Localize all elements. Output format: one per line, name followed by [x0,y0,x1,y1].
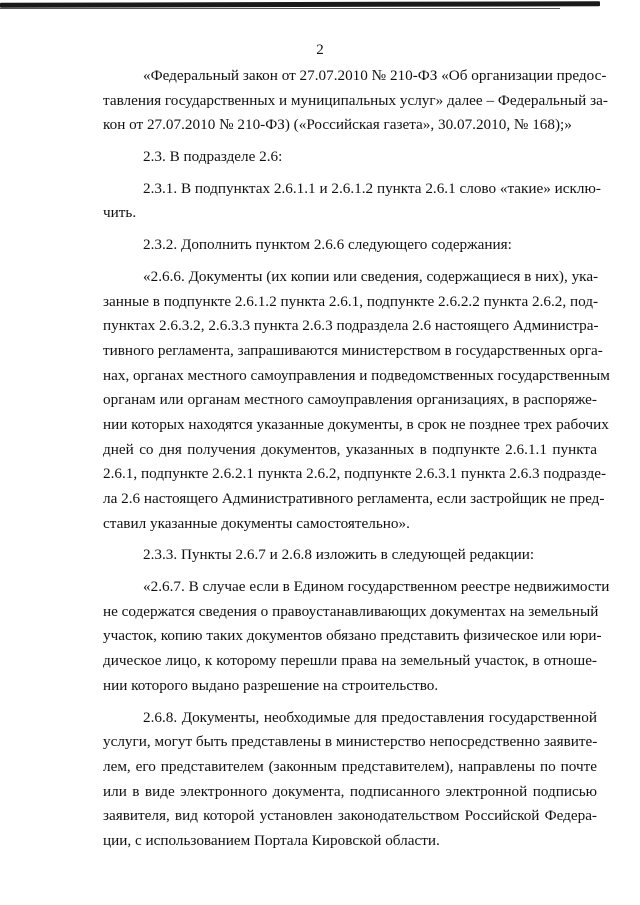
text-line: ла 2.6 настоящего Административного регламента, если застройщик не пред- [103,490,605,507]
scan-edge-line [0,8,560,9]
text-line: участок, копию таких документов обязано представить физическое или юри- [103,627,602,645]
text-line: или в виде электронного документа, подписанного электронной подписью [103,782,597,800]
text-line: 2.3.2. Дополнить пунктом 2.6.6 следующего содержания: [143,236,512,254]
paragraph-2-6-8 [103,706,597,854]
text-line: ции, с использованием Портала Кировской области. [103,831,440,849]
text-line: кон от 27.07.2010 № 210-ФЗ) («Российская газета», 30.07.2010, № 168);» [103,116,572,134]
text-line: 2.3. В подразделе 2.6: [143,148,283,166]
text-line: «2.6.7. В случае если в Едином государственном реестре недвижимости [143,578,610,596]
text-line: 2.3.1. В подпунктах 2.6.1.1 и 2.6.1.2 пункта 2.6.1 слово «такие» исклю- [143,179,601,197]
text-line: лем, его представителем (законным представителем), направлены по почте [103,757,597,775]
text-line: нии которых находятся указанные документы, в срок не позднее трех рабочих [103,415,609,433]
text-line: «Федеральный закон от 27.07.2010 № 210-ФЗ «Об организации предос- [143,67,607,84]
text-line: нии которого выдано разрешение на строительство. [103,676,439,694]
text-line: услуги, могут быть представлены в министерство непосредственно заявите- [103,733,598,751]
paragraph-2-3-1 [103,177,601,226]
text-line: нах, органах местного самоуправления и подведомственных государственным [103,366,610,384]
text-line: чить. [103,204,137,222]
paragraph-2-3 [103,145,597,170]
text-line: не содержатся сведения о правоустанавливающих документах на земельный [103,602,599,620]
paragraph-2-6-6 [103,265,610,537]
text-line: тивного регламента, запрашиваются министерством в государственных орга- [103,341,603,359]
paragraph-2-3-2 [103,233,597,258]
page-number: 2 [316,42,324,58]
text-line: заявителя, вид которой установлен законодательством Российской Федера- [103,807,597,825]
text-line: тавления государственных и муниципальных услуг» далее – Федеральный за- [103,91,608,109]
scan-edge-bar [0,1,600,8]
text-line: дней со дня получения документов, указанных в подпункте 2.6.1.1 пункта [103,440,597,458]
paragraph-quote-law [103,64,608,138]
text-line: 2.6.1, подпункте 2.6.2.1 пункта 2.6.2, подпункте 2.6.3.1 пункта 2.6.3 подразде- [103,465,607,483]
text-line: ставил указанные документы самостоятельно». [103,514,410,532]
text-line: органам или органам местного самоуправления организациях, в распоряже- [103,391,597,409]
text-line: занные в подпункте 2.6.1.2 пункта 2.6.1, подпункте 2.6.2.2 пункта 2.6.2, под- [103,292,599,310]
document-body [103,64,610,854]
text-line: пунктах 2.6.3.2, 2.6.3.3 пункта 2.6.3 подраздела 2.6 настоящего Администра- [103,317,599,335]
paragraph-2-3-3 [103,543,597,568]
text-line: 2.6.8. Документы, необходимые для предоставления государственной [143,708,597,726]
paragraph-2-6-7 [103,575,610,698]
text-line: 2.3.3. Пункты 2.6.7 и 2.6.8 изложить в следующей редакции: [143,546,535,564]
text-line: «2.6.6. Документы (их копии или сведения, содержащиеся в них), ука- [143,267,599,285]
text-line: дическое лицо, к которому перешли права на земельный участок, в отноше- [103,652,597,670]
